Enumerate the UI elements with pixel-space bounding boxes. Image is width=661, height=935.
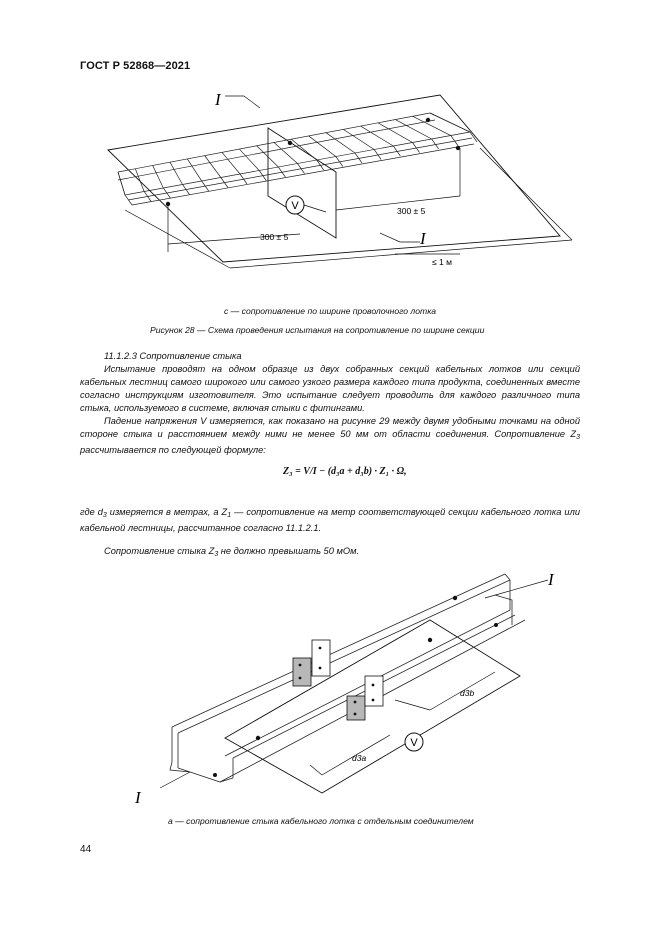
paragraph-3: где $d_3$ измеряется в метрах, а $Z_1$ — сопротивление на метр соответствующей секции кабельного лотка или кабельной лестницы, рассчитанное согласно 11.1.2.1.	[80, 507, 580, 533]
connector-plate-2	[312, 640, 330, 676]
paragraph-2: Падение напряжения V измеряется, как показано на рисунке 29 между двумя удобными точками на одной стороне стыка и расстоянием между ними не менее 50 мм от области соединения. Сопротивление $Z_3$ рассчитывается по следующей формуле:	[80, 416, 580, 455]
connector-plate-4	[365, 676, 383, 706]
figure-28-caption: Рисунок 28 — Схема проведения испытания на сопротивление по ширине секции	[150, 325, 485, 335]
connector-plate-3	[347, 696, 365, 720]
dimension-total: ≤ 1 м	[432, 257, 452, 267]
figure-29-subcaption: a — сопротивление стыка кабельного лотка с отдельным соединителем	[168, 816, 474, 826]
plane-label-top: I	[215, 90, 221, 109]
paragraph-1: Испытание проводят на одном образце из двух собранных секций кабельных лотков или секций кабельных лестниц самого широкого или самого узкого размера каждого типа продукта, соединенных вместе согласно инструкциям изготовителя. Это испытание следует проводить для каждого различного типа стыка, используемого в системе, включая стыки с фитингами.	[80, 364, 580, 413]
voltmeter-label-2: V	[410, 737, 418, 749]
dimension-left: 300 ± 5	[260, 232, 289, 242]
formula: Z₃ = V/I − (d₃a + d₃b) · Z₁ · Ω,	[283, 466, 407, 477]
page-number: 44	[80, 844, 92, 855]
section-heading: 11.1.2.3 Сопротивление стыка	[104, 351, 242, 361]
plane-label-bottom-2: I	[135, 788, 141, 807]
paragraph-4: Сопротивление стыка $Z_3$ не должно превышать 50 мОм.	[104, 546, 360, 558]
cable-tray	[170, 574, 525, 782]
standard-header: ГОСТ Р 52868—2021	[80, 60, 191, 72]
figure-28-subcaption: с — сопротивление по ширине проволочного лотка	[224, 306, 437, 316]
dimension-d3a: d3a	[352, 753, 367, 763]
dimension-right: 300 ± 5	[397, 206, 426, 216]
plane-label-bottom: I	[420, 229, 426, 248]
plane-label-top-2: I	[548, 570, 554, 589]
dimension-d3b: d3b	[460, 688, 475, 698]
voltmeter-label: V	[291, 200, 299, 212]
connector-plate-1	[293, 658, 311, 686]
